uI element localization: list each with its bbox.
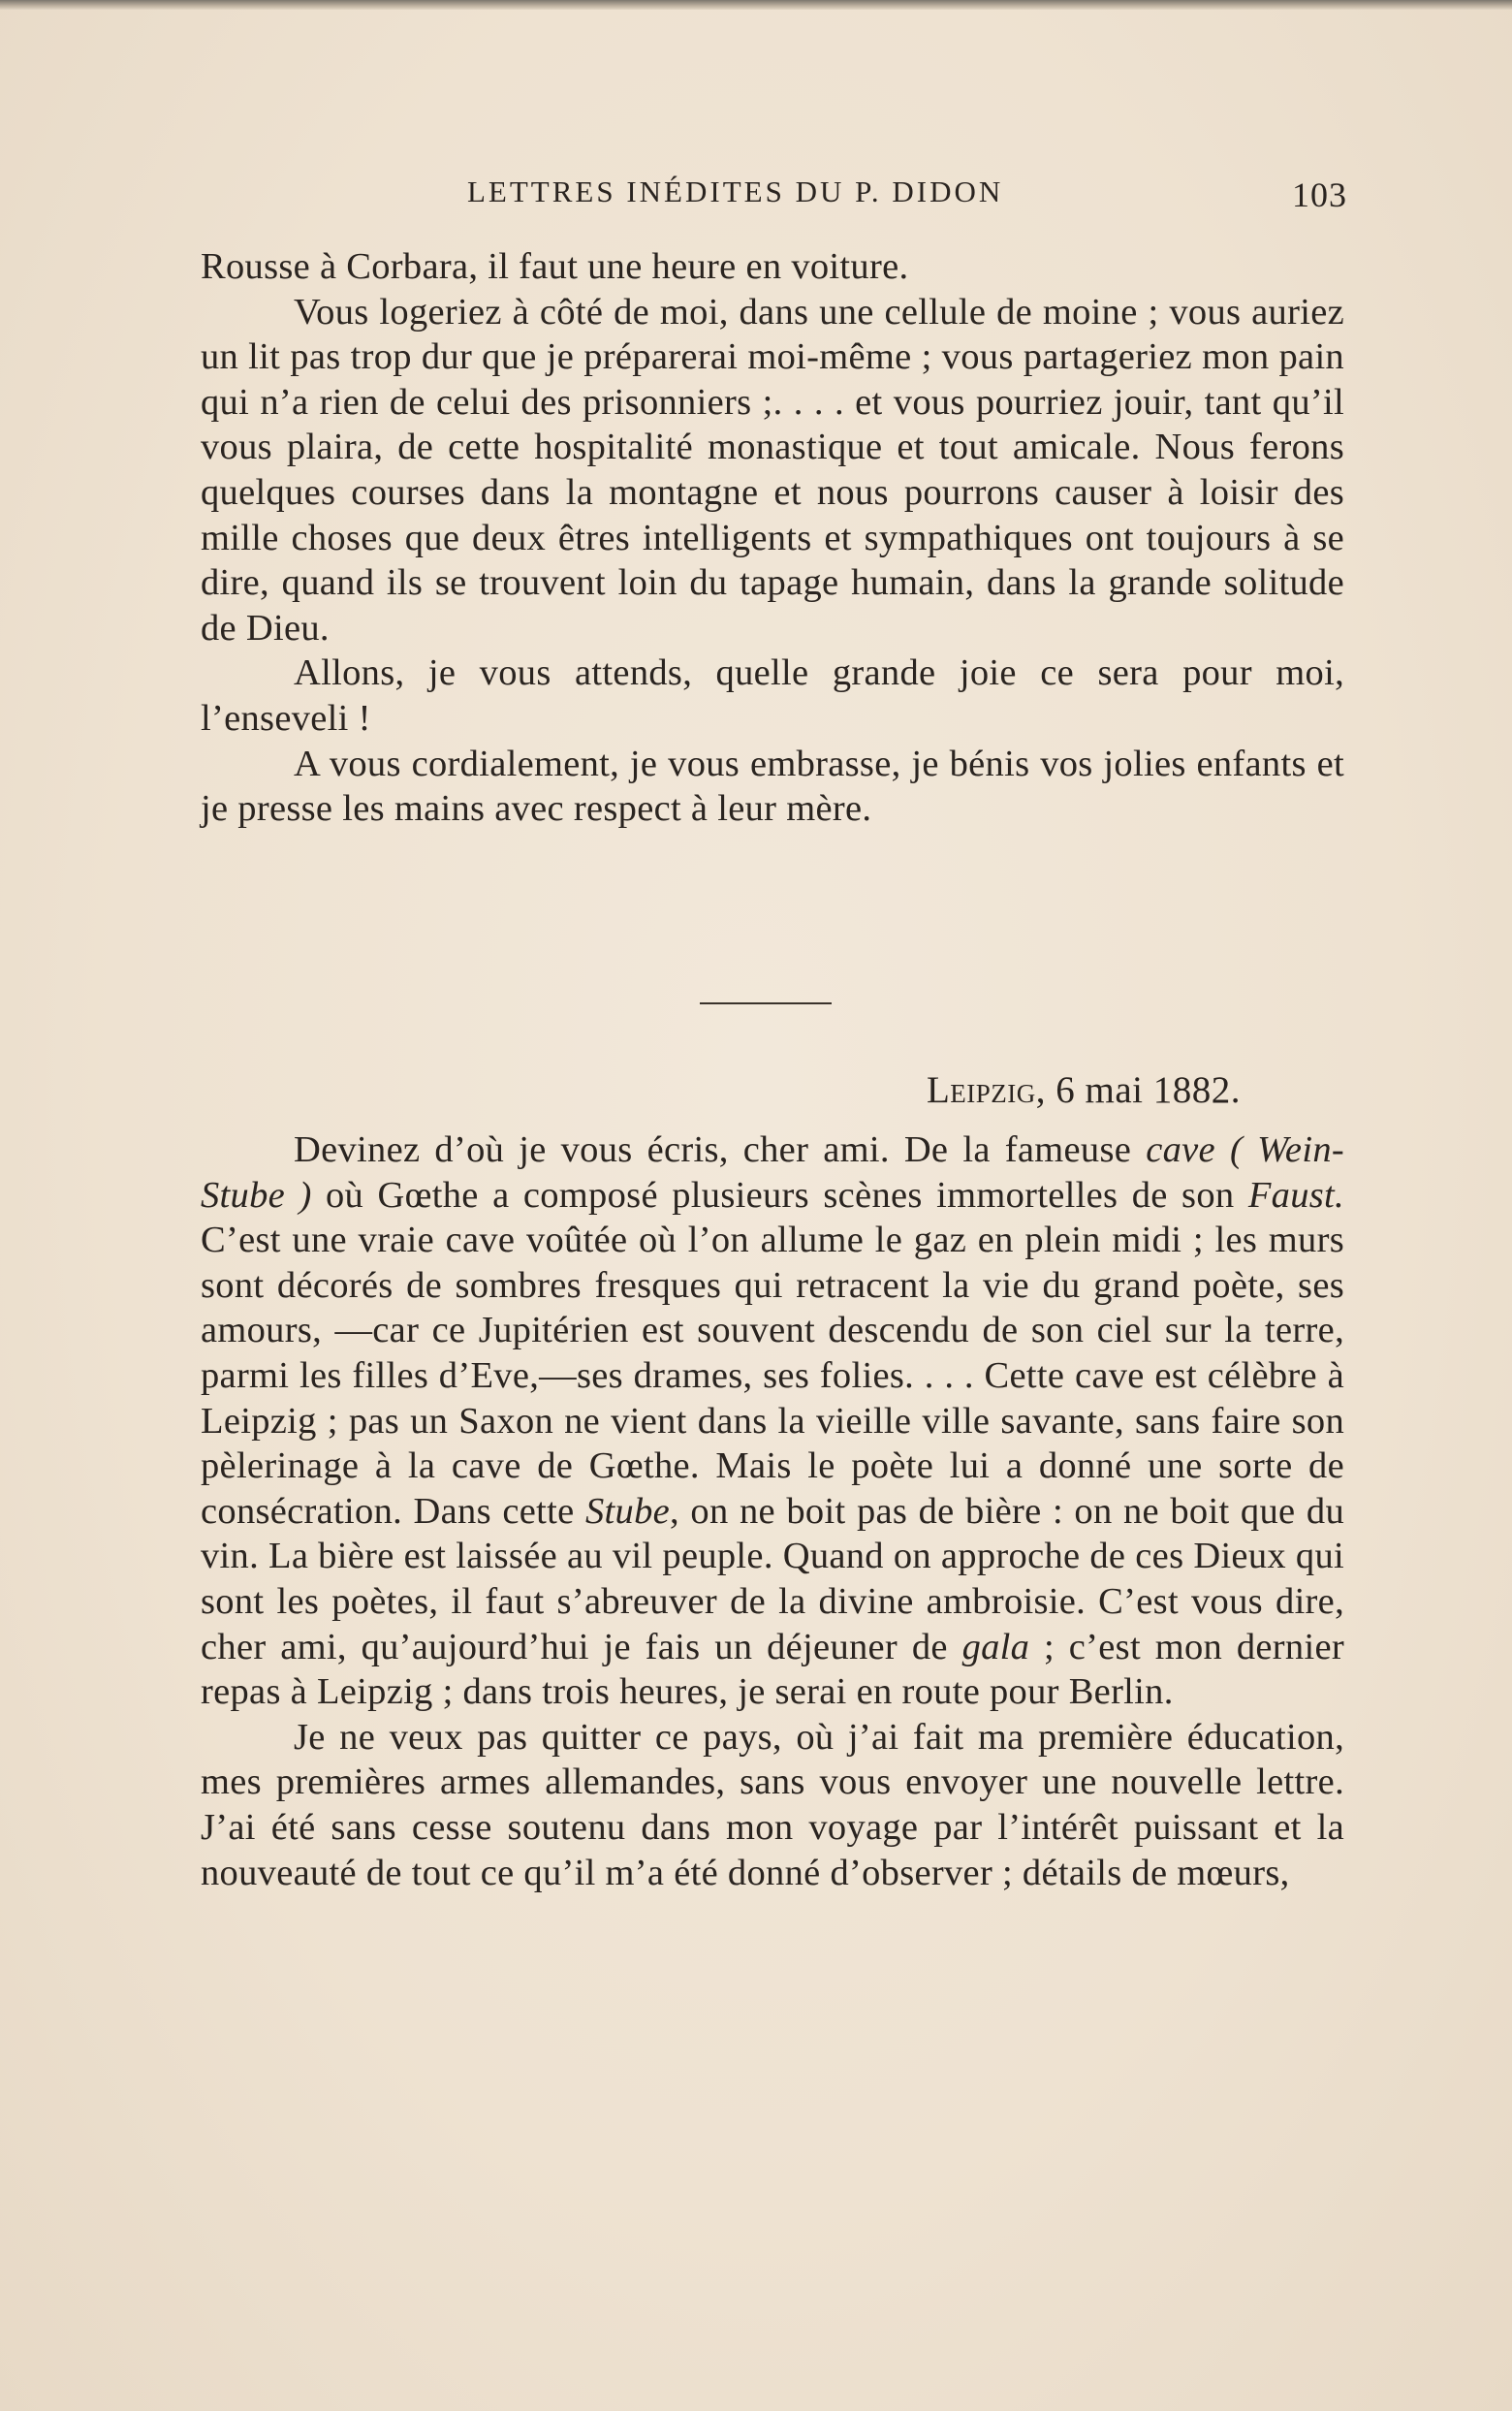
- italic-run: Faust.: [1247, 1174, 1344, 1216]
- text-run: où Gœthe a composé plusieurs scènes immortelles de son: [311, 1174, 1248, 1216]
- letter-1-paragraph: Allons, je vous attends, quelle grande joie ce sera pour moi, l’enseveli !: [201, 652, 1344, 739]
- letter-2-paragraph: [201, 1127, 1344, 1715]
- italic-run: Stube: [584, 1490, 671, 1532]
- letter-2-dateline: [927, 1068, 1241, 1112]
- letter-1-paragraph: A vous cordialement, je vous embrasse, je bénis vos jolies enfants et je presse les mains avec respect à leur mère.: [201, 743, 1344, 830]
- letter-1-paragraph: Rousse à Corbara, il faut une heure en voiture.: [201, 246, 909, 287]
- running-title: LETTRES INÉDITES DU P. DIDON: [467, 174, 1004, 208]
- letter-2-paragraph: Je ne veux pas quitter ce pays, où j’ai fait ma première éducation, mes premières armes allemandes, sans vous envoyer une nouvelle lettre. J’ai été sans cesse soutenu dans mon voyage par l’intérêt puissant et la nouveauté de tout ce qu’il m’a été donné d’observer ; détails de mœurs,: [201, 1716, 1344, 1893]
- italic-run: cave ( Wein-Stube ): [201, 1129, 1344, 1216]
- text-run: , on ne boit pas de bière : on ne boit que du vin. La bière est laissée au vil peuple. Quand on approche de ces Dieux qui sont les poètes, il faut s’abreuver de la divine ambroisie. C’est vous dire, cher ami, qu’aujourd’hui je fais un déjeuner de: [201, 1490, 1344, 1667]
- dateline-place: Leipzig: [926, 1069, 1036, 1111]
- section-divider: [700, 1002, 832, 1004]
- text-run: ; c’est mon dernier repas à Leipzig ; dans trois heures, je serai en route pour Berlin.: [201, 1626, 1344, 1713]
- text-run: Devinez d’où je vous écris, cher ami. De la fameuse: [294, 1129, 1147, 1170]
- italic-run: gala: [961, 1626, 1030, 1667]
- dateline-date: , 6 mai 1882.: [1035, 1069, 1241, 1111]
- page-top-edge: [0, 0, 1512, 10]
- letter-1-body: [201, 244, 1344, 832]
- letter-2-body: [201, 1127, 1344, 1895]
- page-header: [204, 174, 1347, 223]
- letter-1-paragraph: Vous logeriez à côté de moi, dans une cellule de moine ; vous auriez un lit pas trop dur que je préparerai moi-même ; vous partageriez mon pain qui n’a rien de celui des prisonniers ;. . . . et vous pourriez jouir, tant qu’il vous plaira, de cette hospitalité monastique et tout amicale. Nous ferons quelques courses dans la montagne et nous pourrons causer à loisir des mille choses que deux êtres intelligents et sympathiques ont toujours à se dire, quand ils se trouvent loin du tapage humain, dans la grande solitude de Dieu.: [201, 291, 1344, 649]
- text-run: C’est une vraie cave voûtée où l’on allume le gaz en plein midi ; les murs sont décorés de sombres fresques qui retracent la vie du grand poète, ses amours, —car ce Jupitérien est souvent descendu de son ciel sur la terre, parmi les filles d’Eve,—ses drames, ses folies. . . . Cette cave est célèbre à Leipzig ; pas un Saxon ne vient dans la vieille ville savante, sans faire son pèlerinage à la cave de Gœthe. Mais le poète lui a donné une sorte de consécration. Dans cette: [201, 1220, 1344, 1532]
- page-number: 103: [1292, 175, 1347, 214]
